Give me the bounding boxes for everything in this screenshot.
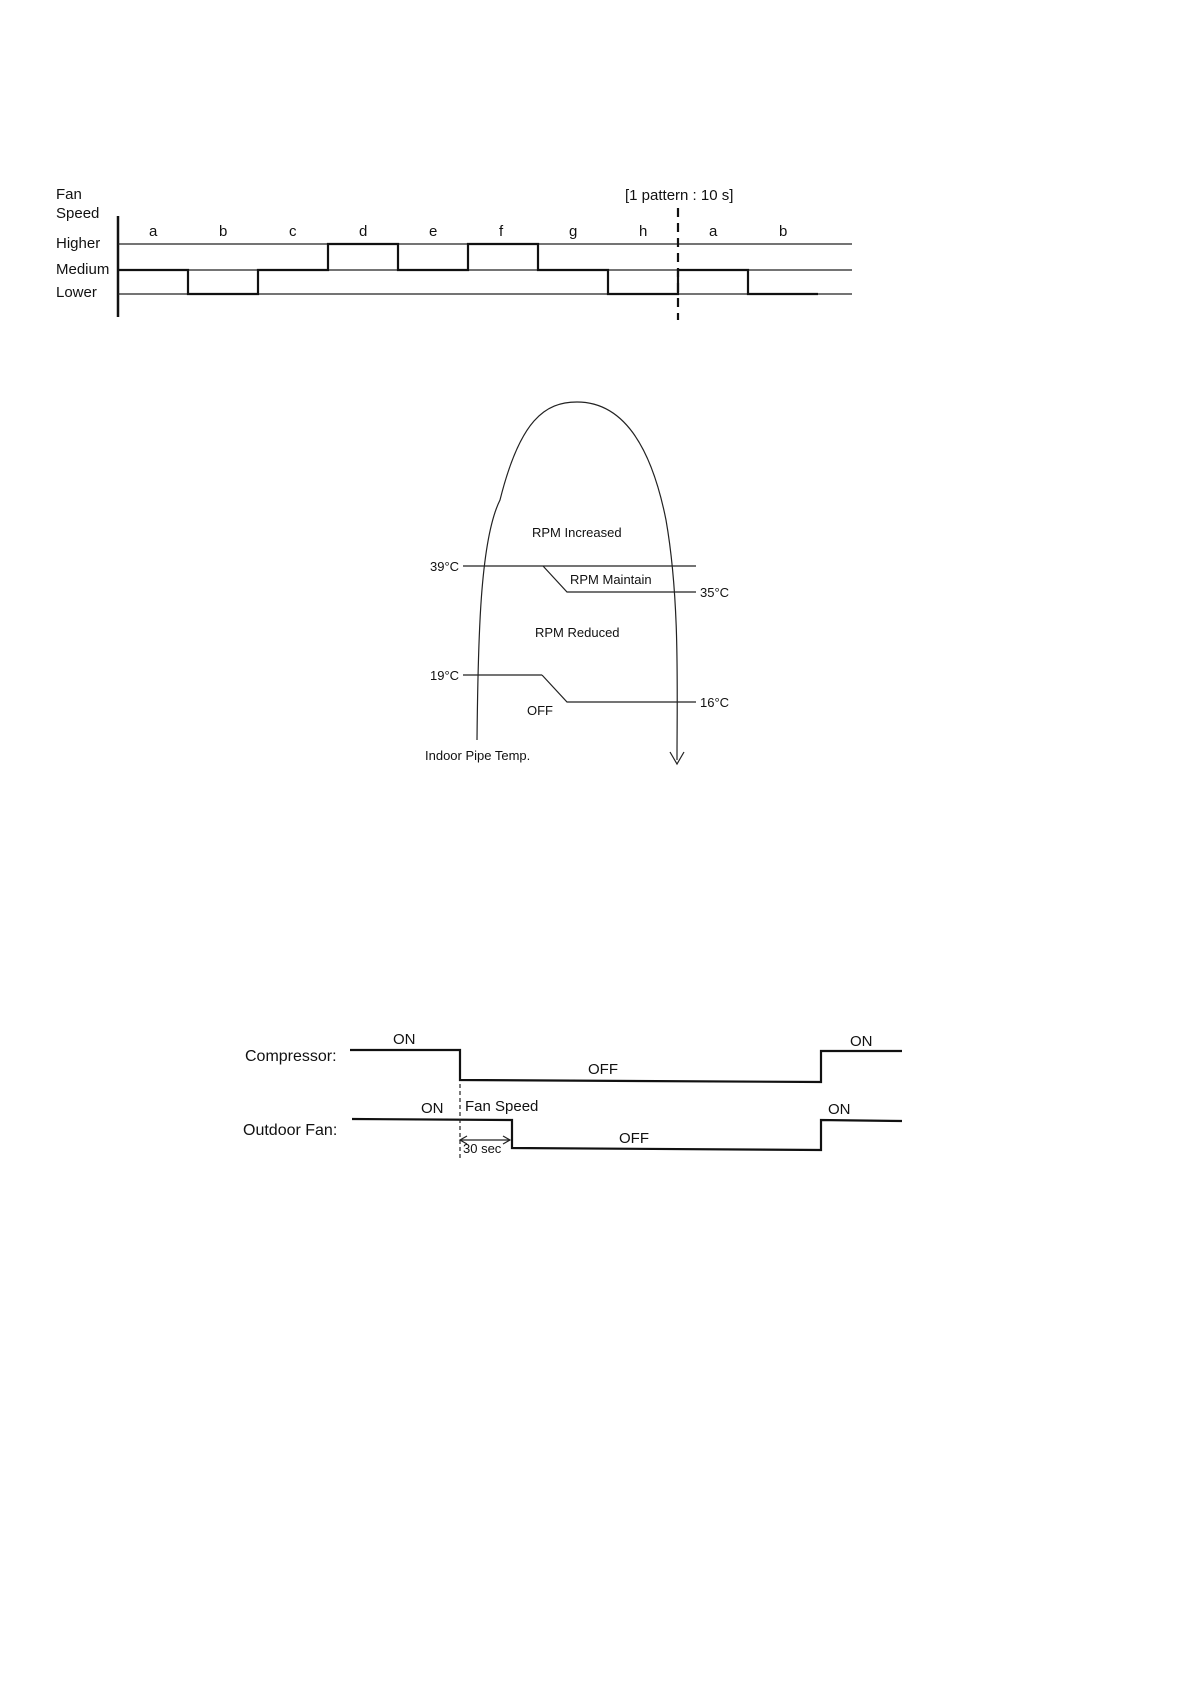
segment-label-2: b <box>219 223 228 240</box>
fan-speed-pattern-diagram <box>56 186 852 320</box>
compressor-on-label-2: ON <box>850 1033 873 1050</box>
delay-label: 30 sec <box>463 1141 502 1156</box>
compressor-on-label-1: ON <box>393 1031 416 1048</box>
compressor-label: Compressor: <box>245 1048 337 1065</box>
segment-label-9: a <box>709 223 718 240</box>
fan-speed-label: Fan Speed <box>465 1098 539 1115</box>
fan-speed-axis-title-line2: Speed <box>56 205 100 222</box>
fan-speed-axis-title-line1: Fan <box>56 186 82 203</box>
segment-label-1: a <box>149 223 158 240</box>
level-label-higher: Higher <box>56 235 101 252</box>
level-label-medium: Medium <box>56 261 110 278</box>
segment-label-6: f <box>499 223 504 240</box>
threshold-line-16c <box>542 675 696 702</box>
level-label-lower: Lower <box>56 284 97 301</box>
zone-rpm-reduced: RPM Reduced <box>535 625 620 640</box>
temp-label-19c: 19°C <box>430 668 460 683</box>
temp-label-16c: 16°C <box>700 695 730 710</box>
axis-label-indoor-pipe-temp: Indoor Pipe Temp. <box>425 748 531 763</box>
segment-label-7: g <box>569 223 578 240</box>
compressor-waveform <box>350 1050 902 1082</box>
segment-label-8: h <box>639 223 648 240</box>
outdoor-fan-label: Outdoor Fan: <box>243 1122 338 1139</box>
temp-label-39c: 39°C <box>430 559 460 574</box>
segment-label-5: e <box>429 223 438 240</box>
pipe-temp-diagram <box>425 402 729 764</box>
compressor-off-label: OFF <box>588 1061 618 1078</box>
segment-label-4: d <box>359 223 368 240</box>
pattern-period-label: [1 pattern : 10 s] <box>625 187 734 204</box>
segment-labels <box>149 223 787 240</box>
temp-label-35c: 35°C <box>700 585 730 600</box>
segment-label-3: c <box>289 223 297 240</box>
outdoor-fan-off-label: OFF <box>619 1130 649 1147</box>
outdoor-fan-on-label-1: ON <box>421 1100 444 1117</box>
segment-label-10: b <box>779 223 788 240</box>
outdoor-fan-on-label-2: ON <box>828 1101 851 1118</box>
zone-rpm-increased: RPM Increased <box>532 525 622 540</box>
fan-speed-waveform <box>118 244 818 294</box>
timing-diagram <box>243 1031 902 1158</box>
zone-off: OFF <box>527 703 553 718</box>
zone-rpm-maintain: RPM Maintain <box>570 572 652 587</box>
